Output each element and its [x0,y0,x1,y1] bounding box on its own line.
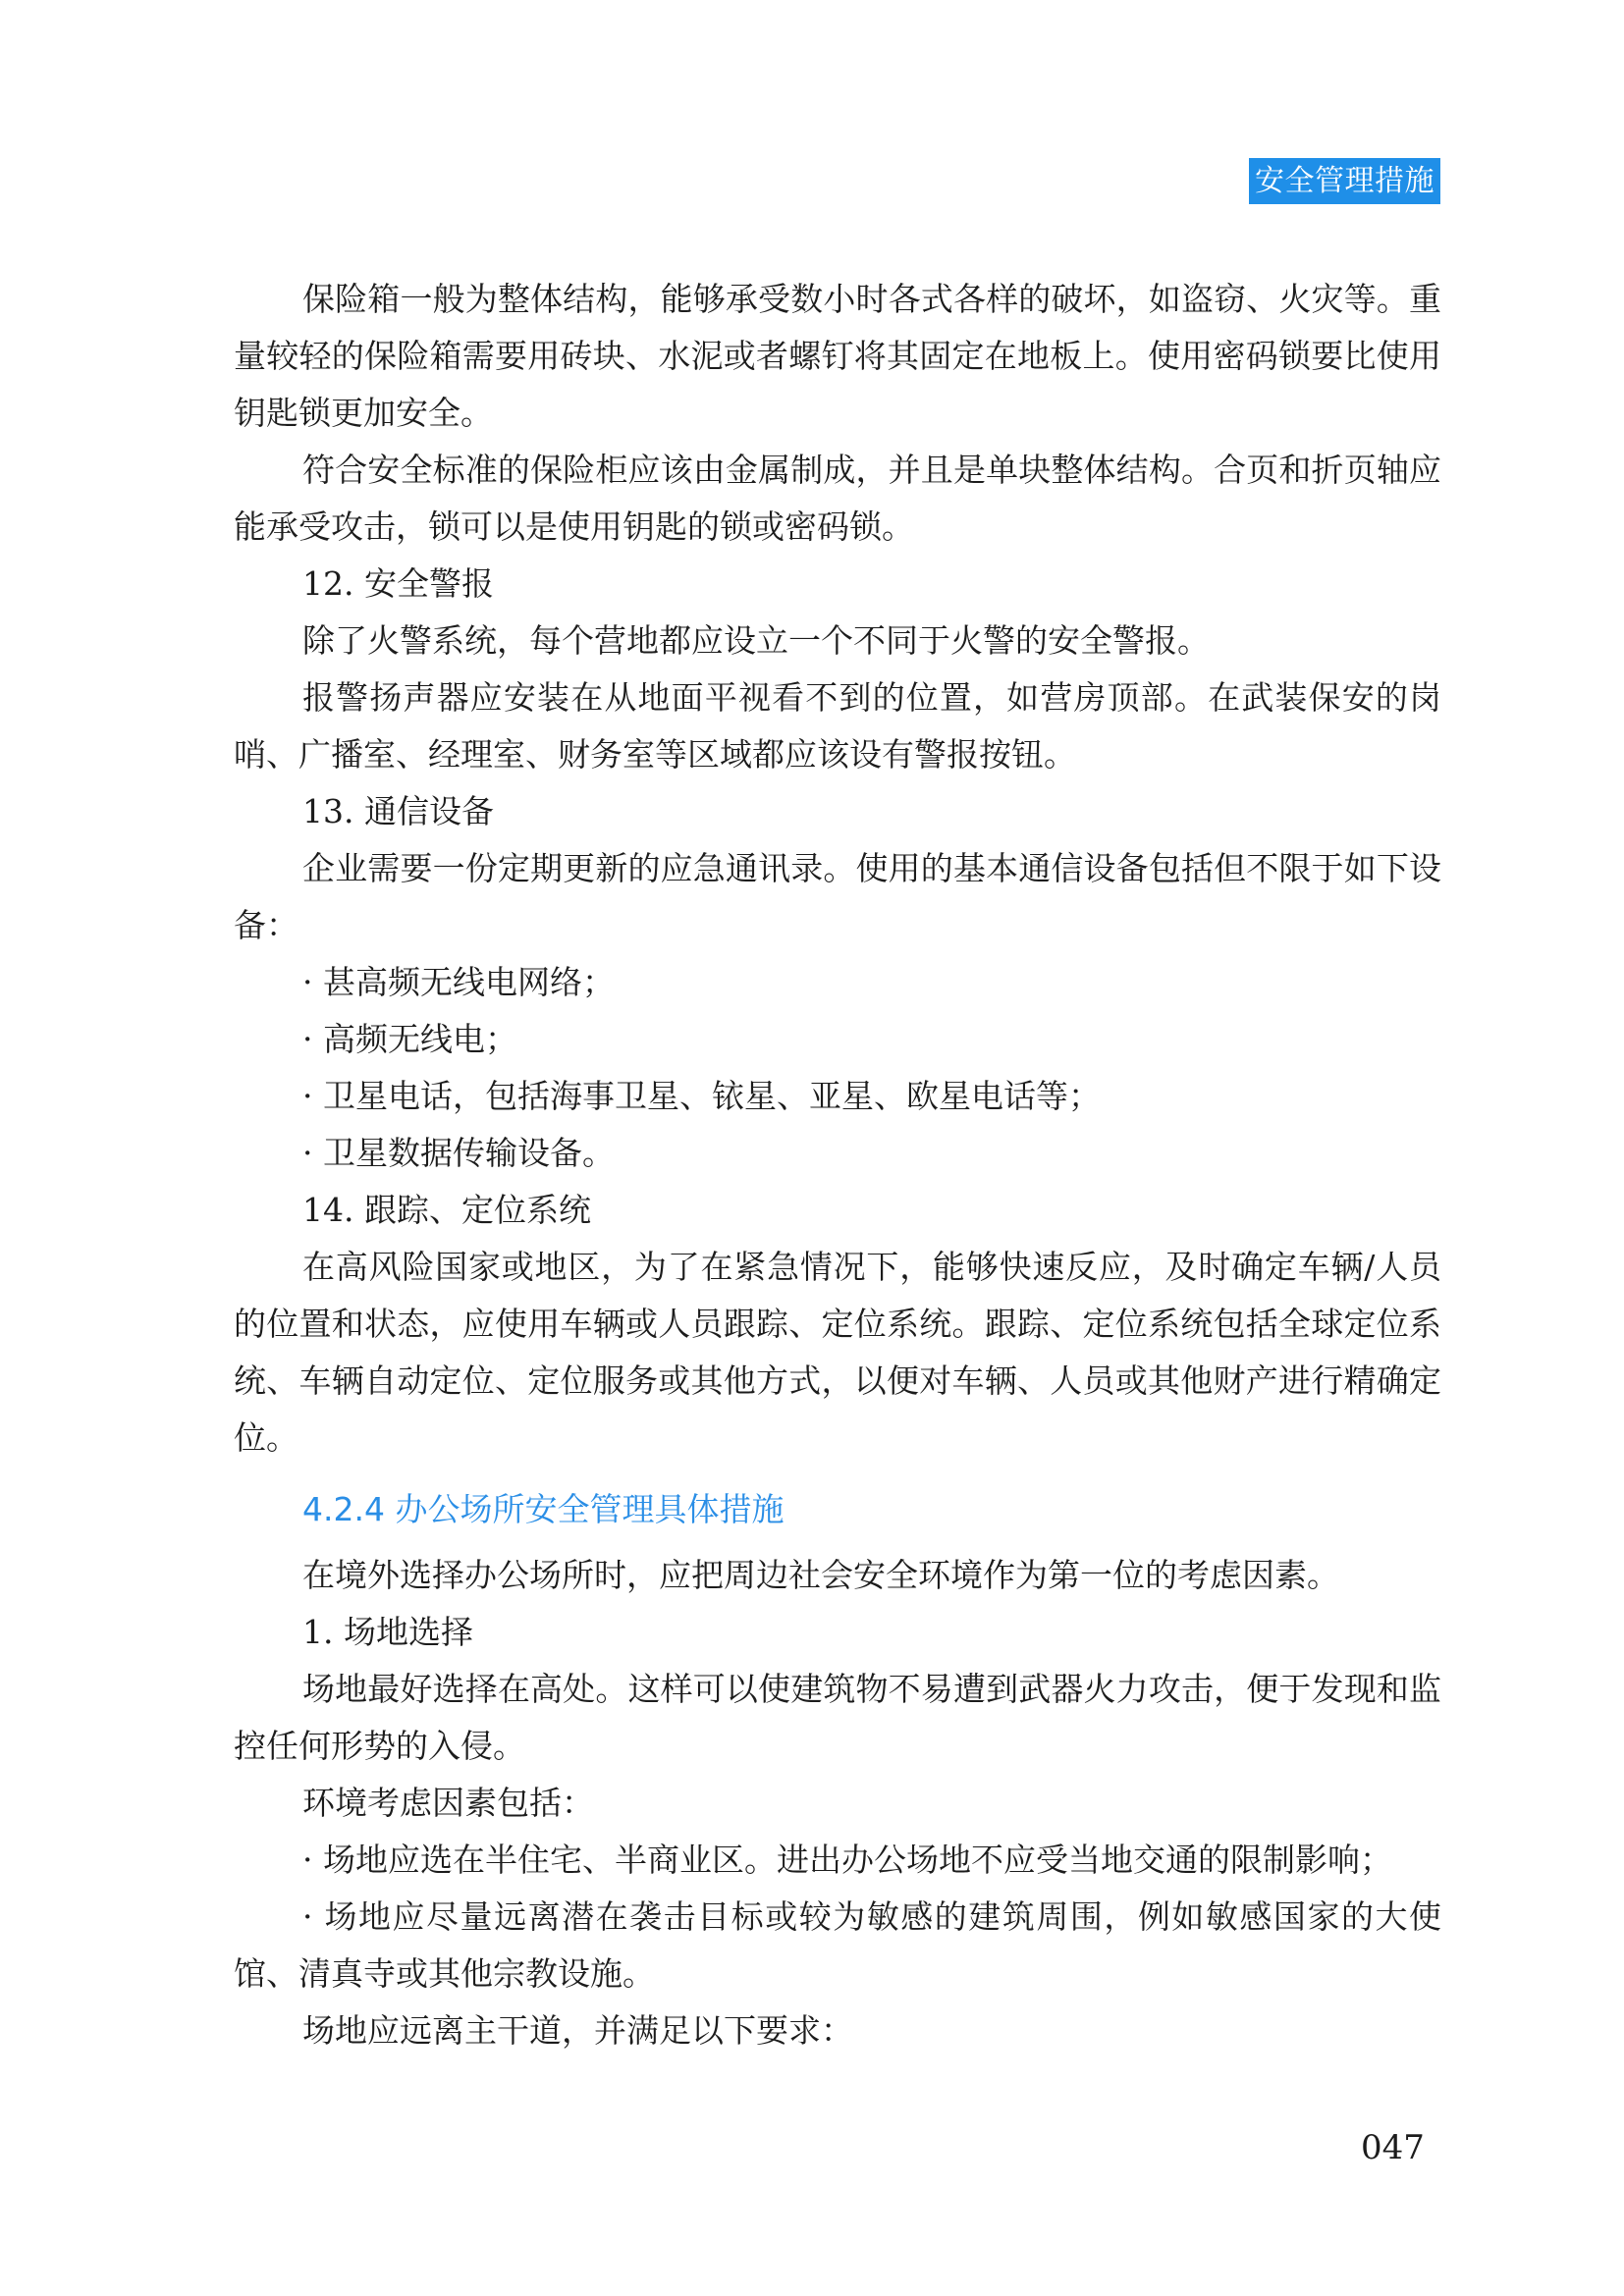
list-item-satellite-phone: · 卫星电话，包括海事卫星、铱星、亚星、欧星电话等； [302,1077,1101,1115]
page-body [234,271,1441,2059]
paragraph-tracking: 在高风险国家或地区，为了在紧急情况下，能够快速反应，及时确定车辆/人员的位置和状态，应使用车辆或人员跟踪、定位系统。跟踪、定位系统包括全球定位系统、车辆自动定位、定位服务或其他方式，以便对车辆、人员或其他财产进行精确定位。 [234,1248,1441,1457]
paragraph-office-intro: 在境外选择办公场所时，应把周边社会安全环境作为第一位的考虑因素。 [302,1556,1339,1594]
paragraph-site-height: 场地最好选择在高处。这样可以使建筑物不易遭到武器火力攻击，便于发现和监控任何形势的入侵。 [234,1670,1441,1765]
list-item-away-from-targets: · 场地应尽量远离潜在袭击目标或较为敏感的建筑周围，例如敏感国家的大使馆、清真寺或其他宗教设施。 [234,1897,1441,1993]
paragraph-safe-cabinet: 符合安全标准的保险柜应该由金属制成，并且是单块整体结构。合页和折页轴应能承受攻击，锁可以是使用钥匙的锁或密码锁。 [234,451,1441,546]
paragraph-away-from-main-road: 场地应远离主干道，并满足以下要求： [302,2011,853,2050]
paragraph-communication-intro: 企业需要一份定期更新的应急通讯录。使用的基本通信设备包括但不限于如下设备： [234,849,1441,944]
subheading-site-selection: 1. 场地选择 [302,1613,473,1651]
list-item-hf: · 高频无线电； [302,1020,517,1058]
list-item-satellite-data: · 卫星数据传输设备。 [302,1134,615,1172]
paragraph-alarm-speakers: 报警扬声器应安装在从地面平视看不到的位置，如营房顶部。在武装保安的岗哨、广播室、经理室、财务室等区域都应该设有警报按钮。 [234,678,1441,774]
subheading-tracking: 14. 跟踪、定位系统 [302,1191,591,1229]
page-number: 047 [1361,2128,1425,2167]
section-heading: 4.2.4 办公场所安全管理具体措施 [302,1490,785,1528]
list-item-vhf: · 甚高频无线电网络； [302,963,615,1001]
section-tag: 安全管理措施 [1249,158,1440,204]
paragraph-safe-box: 保险箱一般为整体结构，能够承受数小时各式各样的破坏，如盗窃、火灾等。重量较轻的保险箱需要用砖块、水泥或者螺钉将其固定在地板上。使用密码锁要比使用钥匙锁更加安全。 [234,280,1441,432]
paragraph-environment-factors: 环境考虑因素包括： [302,1784,594,1822]
list-item-semi-residential: · 场地应选在半住宅、半商业区。进出办公场地不应受当地交通的限制影响； [302,1841,1392,1879]
paragraph-alarm-intro: 除了火警系统，每个营地都应设立一个不同于火警的安全警报。 [302,621,1210,660]
subheading-communication: 13. 通信设备 [302,792,494,830]
subheading-security-alarm: 12. 安全警报 [302,564,494,603]
